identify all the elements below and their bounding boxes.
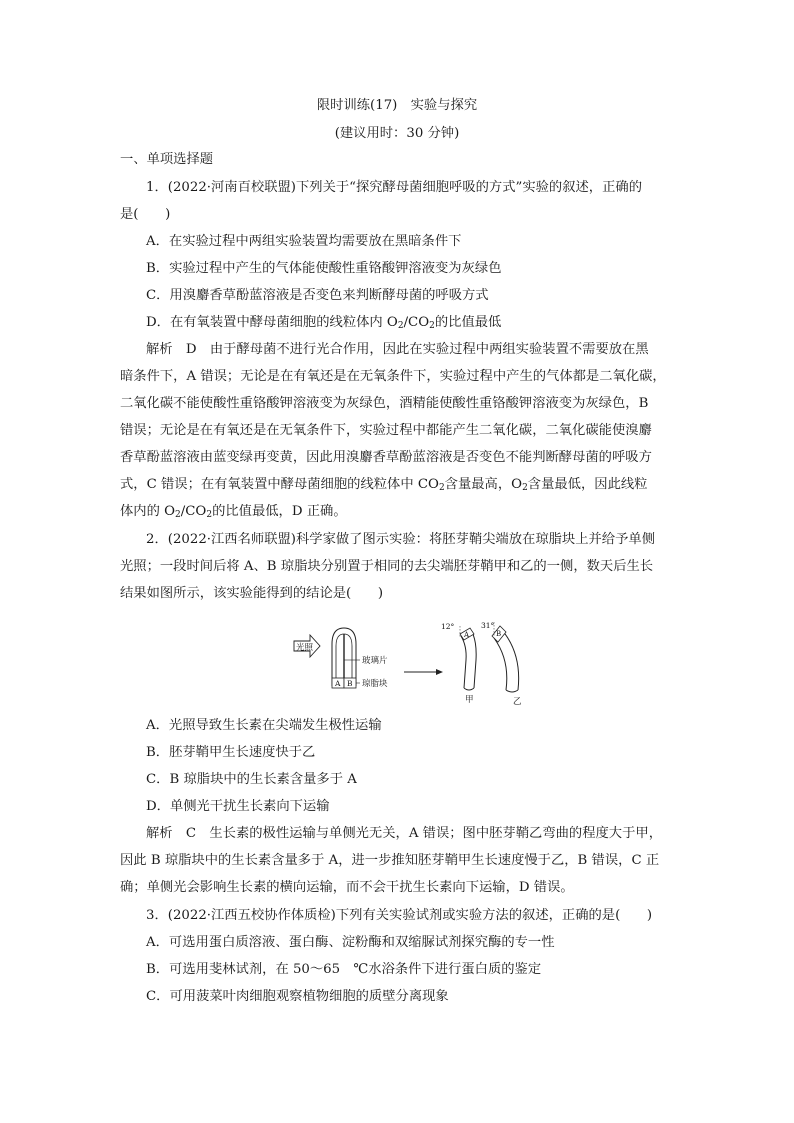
q1-analysis-line7-sub-1: 2 [175,510,181,520]
q1-analysis-line2: 暗条件下，A 错误；无论是在有氧还是在无氧条件下，实验过程中产生的气体都是二氧化碳， [120,369,666,384]
label-jia: 甲 [465,695,474,705]
process-arrow-icon [404,669,443,675]
q2-analysis-line2: 因此 B 琼脂块中的生长素含量多于 A，进一步推知胚芽鞘甲生长速度慢于乙，B 错误，C 正 [120,853,660,868]
q1-option-d-text-3: 的比值最低 [434,315,502,330]
coleoptile-yi [481,621,522,707]
q2-stem-line2: 光照；一段时间后将 A、B 琼脂块分别置于相同的去尖端胚芽鞘甲和乙的一侧，数天后生长 [120,559,654,574]
q2-analysis-line3: 确；单侧光会影响生长素的横向运输，而不会干扰生长素向下运输，D 错误。 [120,880,574,895]
q1-analysis-line1: 解析 D 由于酵母菌不进行光合作用，因此在实验过程中两组实验装置不需要放在黑 [146,342,649,357]
q1-option-c: C．用溴麝香草酚蓝溶液是否变色来判断酵母菌的呼吸方式 [146,288,489,303]
page-subtitle: (建议用时：30 分钟) [334,126,460,141]
q1-option-d [146,313,794,333]
label-yi: 乙 [513,697,522,707]
q1-analysis-line6-sub-2: 2 [522,483,528,493]
light-label: 光照 [296,643,314,653]
q1-option-d-sub-1: 2 [397,321,404,331]
q2-stem-line1: 2．(2022·江西名师联盟)科学家做了图示实验：将胚芽鞘尖端放在琼脂块上并给予单侧 [146,532,655,547]
q1-option-d-text-1: D．在有氧装置中酵母菌细胞的线粒体内 O [146,315,398,330]
q1-analysis-line7-text-2: /CO [180,504,207,519]
q1-analysis-line3: 二氧化碳不能使酸性重铬酸钾溶液变为灰绿色，酒精能使酸性重铬酸钾溶液变为灰绿色，B [120,396,649,411]
q2-option-a: A．光照导致生长素在尖端发生极性运输 [146,718,382,733]
q3-stem-line1: 3．(2022·江西五校协作体质检)下列有关实验试剂或实验方法的叙述，正确的是( ) [146,908,653,923]
glass-plate-label: 玻璃片 [362,656,388,666]
page-title: 限时训练(17) 实验与探究 [316,98,478,113]
q1-analysis-line5: 香草酚蓝溶液由蓝变绿再变黄，因此用溴麝香草酚蓝溶液是否变色不能判断酵母菌的呼吸方 [120,450,652,465]
angle-a-label: 12° [441,622,455,631]
q1-stem-line1: 1．(2022·河南百校联盟)下列关于“探究酵母菌细胞呼吸的方式”实验的叙述，正确的 [146,180,642,195]
q2-option-b: B．胚芽鞘甲生长速度快于乙 [146,745,316,760]
agar-block-a-label: A [335,679,341,688]
q2-stem-line3: 结果如图所示，该实验能得到的结论是( ) [120,586,384,601]
q2-option-d: D．单侧光干扰生长素向下运输 [146,799,330,814]
q2-experiment-figure [288,620,528,710]
light-arrow-icon [294,635,320,657]
q1-option-a: A．在实验过程中两组实验装置均需要放在黑暗条件下 [146,234,462,249]
q1-analysis-line7-text-3: 的比值最低，D 正确。 [212,504,347,519]
agar-label: 琼脂块 [362,679,388,689]
q1-stem-line2: 是( ) [120,207,171,222]
coleoptile-jia-block-label: A [464,631,470,639]
q1-option-d-sub-2: 2 [429,321,435,331]
q1-analysis-line7 [120,502,680,522]
coleoptile-yi-block-label: B [496,630,502,638]
q1-analysis-line6 [120,475,680,495]
q1-analysis-line6-sub-1: 2 [438,483,445,493]
q1-analysis-line6-text-2: 含量最高，O [444,477,523,492]
q1-option-d-text-2: /CO [403,315,430,330]
agar-block-b-label: B [347,679,353,688]
q1-analysis-line7-text-1: 体内的 O [120,504,176,519]
q1-analysis-line6-text-1: 式，C 错误；在有氧装置中酵母菌细胞的线粒体中 CO [120,477,439,492]
q3-option-b: B．可选用斐林试剂，在 50～65 ℃水浴条件下进行蛋白质的鉴定 [146,962,542,977]
q1-analysis-line7-sub-2: 2 [206,510,213,520]
q2-analysis-line1: 解析 C 生长素的极性运输与单侧光无关，A 错误；图中胚芽鞘乙弯曲的程度大于甲， [146,826,662,841]
q1-option-b: B．实验过程中产生的气体能使酸性重铬酸钾溶液变为灰绿色 [146,261,502,276]
coleoptile-jia [441,622,476,705]
section-title: 一、单项选择题 [120,152,214,167]
q1-analysis-line4: 错误；无论是在有氧还是在无氧条件下，实验过程中都能产生二氧化碳，二氧化碳能使溴麝 [120,423,652,438]
q3-option-c: C．可用菠菜叶肉细胞观察植物细胞的质壁分离现象 [146,989,449,1004]
q1-analysis-line6-text-3: 含量最低，因此线粒 [527,477,648,492]
q3-option-a: A．可选用蛋白质溶液、蛋白酶、淀粉酶和双缩脲试剂探究酶的专一性 [146,935,555,950]
q2-option-c: C．B 琼脂块中的生长素含量多于 A [146,772,357,787]
angle-b-label: 31° [481,621,495,630]
